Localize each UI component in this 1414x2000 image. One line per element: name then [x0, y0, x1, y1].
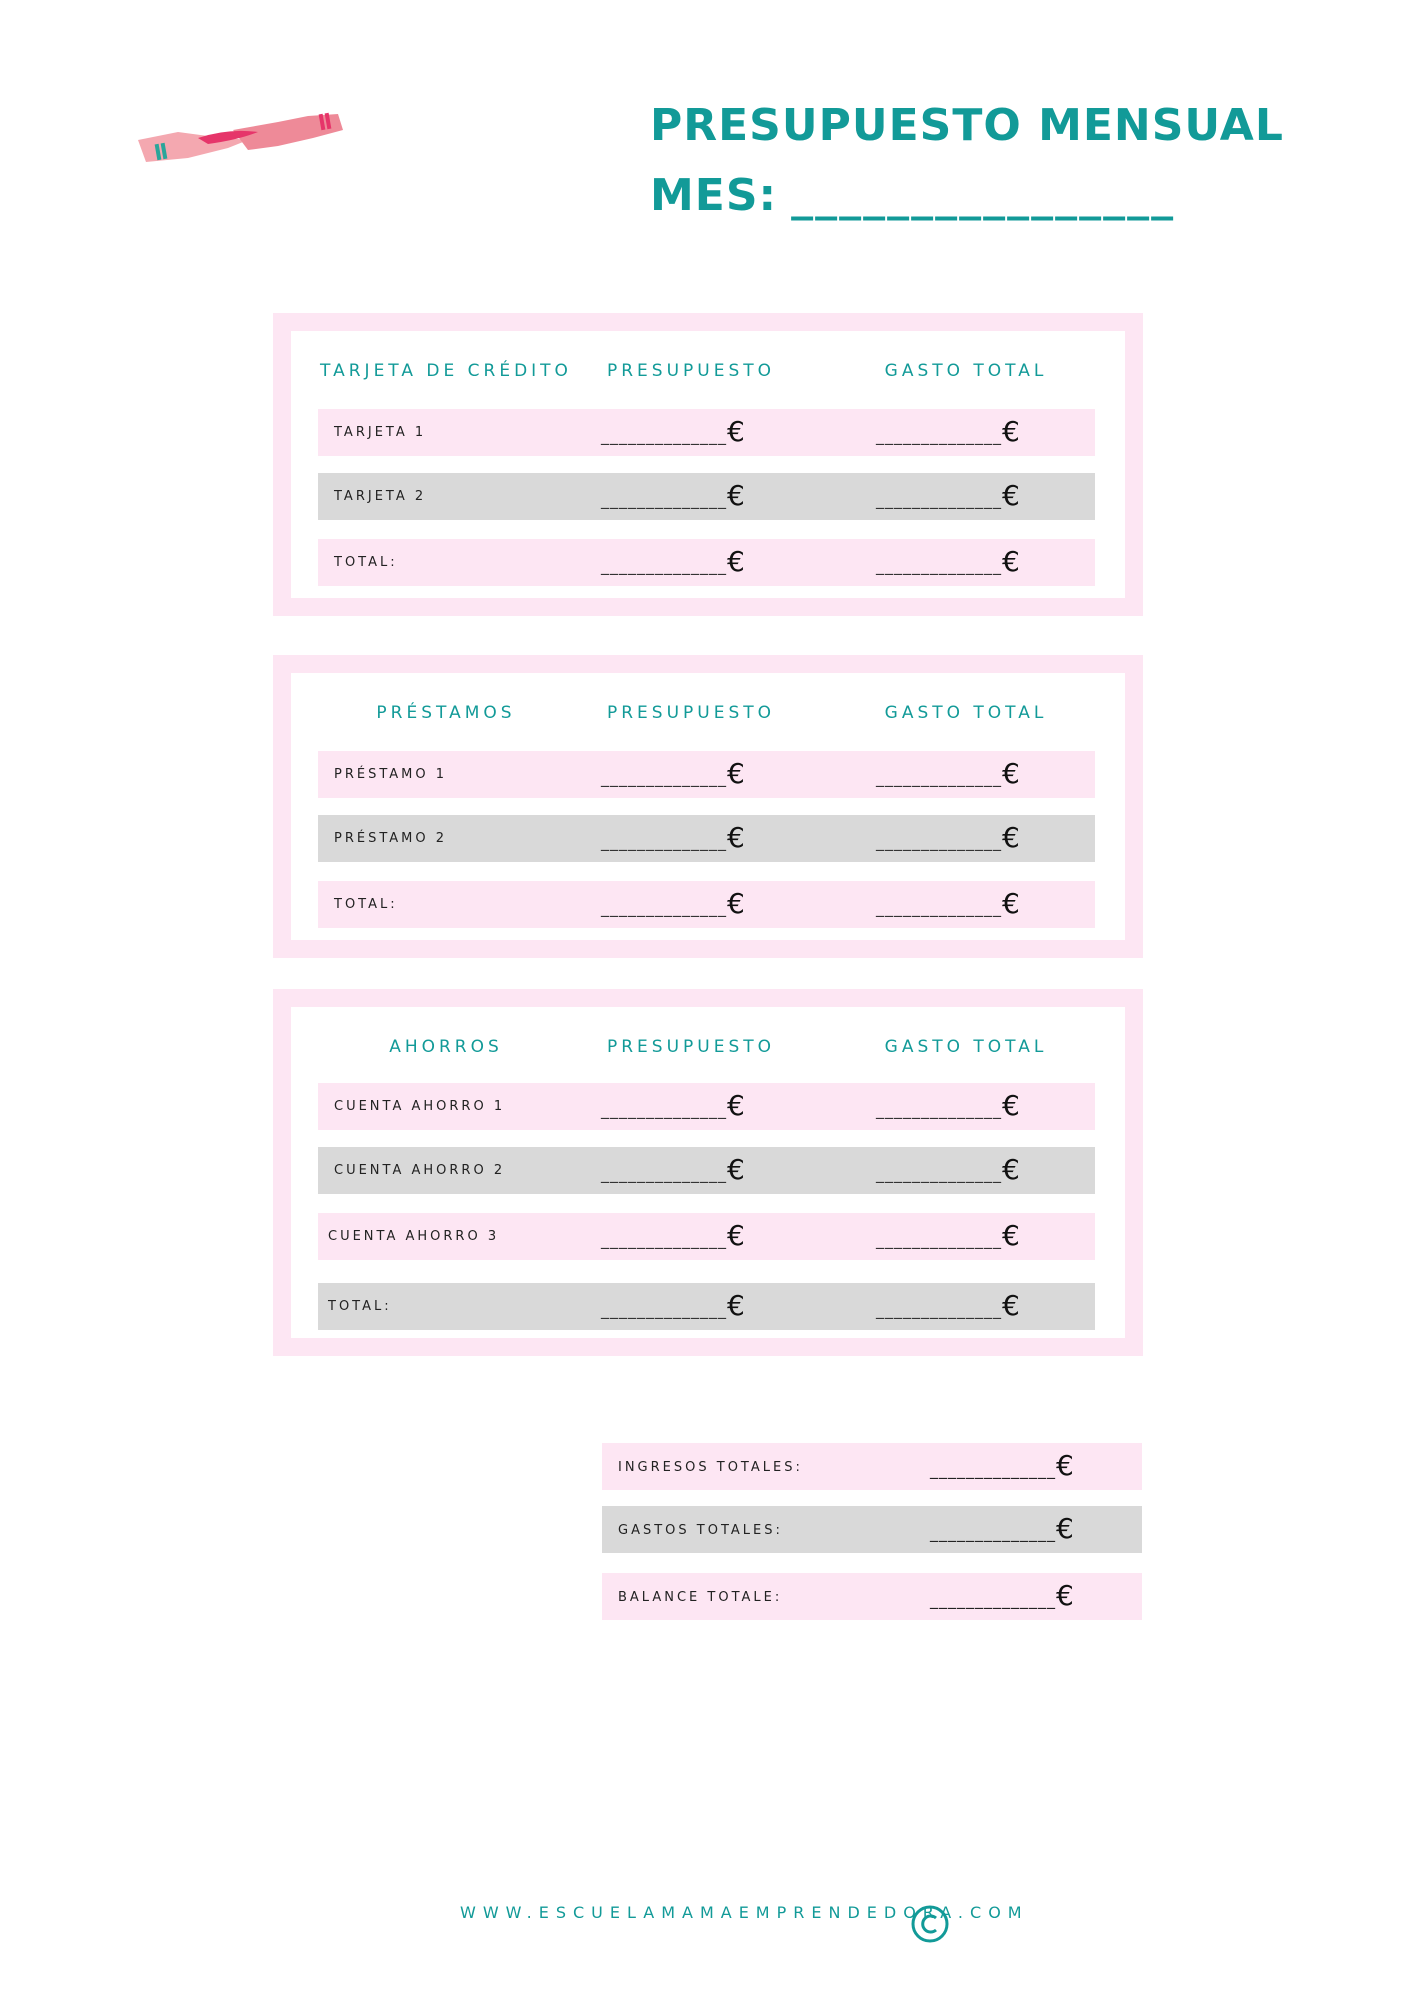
savings-section — [273, 989, 1143, 1356]
table-row-total — [318, 881, 1095, 928]
euro-icon: € — [727, 1289, 745, 1322]
row-label: PRÉSTAMO 1 — [334, 767, 448, 782]
spent-blank[interactable]: ______________€ — [876, 1089, 1020, 1122]
euro-icon: € — [1002, 479, 1020, 512]
euro-icon: € — [727, 415, 745, 448]
row-label: TARJETA 1 — [334, 425, 427, 440]
column-budget: PRESUPUESTO — [606, 1037, 776, 1057]
section-title: TARJETA DE CRÉDITO — [320, 361, 572, 381]
spent-blank[interactable]: ______________€ — [876, 1219, 1020, 1252]
budget-blank[interactable]: ______________€ — [601, 1089, 745, 1122]
summary-row-expenses — [602, 1506, 1142, 1553]
row-label: PRÉSTAMO 2 — [334, 831, 448, 846]
summary-row-income — [602, 1443, 1142, 1490]
loans-section — [273, 655, 1143, 958]
summary-blank[interactable]: ______________€ — [930, 1449, 1074, 1482]
euro-icon: € — [1056, 1512, 1074, 1545]
table-row — [318, 1083, 1095, 1130]
spent-blank[interactable]: ______________€ — [876, 757, 1020, 790]
table-row — [318, 751, 1095, 798]
spent-blank[interactable]: ______________€ — [876, 887, 1020, 920]
hands-icon — [138, 110, 348, 170]
spent-blank[interactable]: ______________€ — [876, 415, 1020, 448]
euro-icon: € — [727, 821, 745, 854]
budget-blank[interactable]: ______________€ — [601, 1219, 745, 1252]
budget-blank[interactable]: ______________€ — [601, 1289, 745, 1322]
budget-blank[interactable]: ______________€ — [601, 545, 745, 578]
column-total-spent: GASTO TOTAL — [884, 1037, 1048, 1057]
budget-blank[interactable]: ______________€ — [601, 415, 745, 448]
euro-icon: € — [1002, 821, 1020, 854]
spent-blank[interactable]: ______________€ — [876, 1289, 1020, 1322]
column-total-spent: GASTO TOTAL — [884, 703, 1048, 723]
row-label: TOTAL: — [328, 1299, 392, 1314]
footer-website: WWW.ESCUELAMAMAEMPRENDEDORA.COM — [460, 1903, 1029, 1922]
budget-blank[interactable]: ______________€ — [601, 1153, 745, 1186]
row-label: CUENTA AHORRO 2 — [334, 1163, 506, 1178]
month-field — [650, 170, 1175, 221]
row-label: TOTAL: — [334, 897, 398, 912]
spent-blank[interactable]: ______________€ — [876, 479, 1020, 512]
table-row-total — [318, 539, 1095, 586]
summary-blank[interactable]: ______________€ — [930, 1579, 1074, 1612]
budget-blank[interactable]: ______________€ — [601, 821, 745, 854]
row-label: TOTAL: — [334, 555, 398, 570]
budget-blank[interactable]: ______________€ — [601, 757, 745, 790]
row-label: TARJETA 2 — [334, 489, 427, 504]
summary-blank[interactable]: ______________€ — [930, 1512, 1074, 1545]
euro-icon: € — [1002, 1219, 1020, 1252]
euro-icon: € — [727, 479, 745, 512]
euro-icon: € — [1002, 757, 1020, 790]
spent-blank[interactable]: ______________€ — [876, 821, 1020, 854]
euro-icon: € — [727, 757, 745, 790]
euro-icon: € — [1002, 1289, 1020, 1322]
month-blank[interactable]: ________________ — [791, 170, 1176, 221]
table-row — [318, 473, 1095, 520]
summary-row-balance — [602, 1573, 1142, 1620]
table-row — [318, 815, 1095, 862]
column-budget: PRESUPUESTO — [606, 361, 776, 381]
euro-icon: € — [727, 1153, 745, 1186]
column-budget: PRESUPUESTO — [606, 703, 776, 723]
euro-icon: € — [1056, 1579, 1074, 1612]
spent-blank[interactable]: ______________€ — [876, 545, 1020, 578]
summary-label: GASTOS TOTALES: — [618, 1523, 783, 1538]
euro-icon: € — [1056, 1449, 1074, 1482]
euro-icon: € — [727, 1089, 745, 1122]
spent-blank[interactable]: ______________€ — [876, 1153, 1020, 1186]
table-row — [318, 1147, 1095, 1194]
euro-icon: € — [1002, 1089, 1020, 1122]
summary-label: INGRESOS TOTALES: — [618, 1460, 803, 1475]
euro-icon: € — [1002, 415, 1020, 448]
euro-icon: € — [727, 887, 745, 920]
euro-icon: € — [727, 1219, 745, 1252]
row-label: CUENTA AHORRO 1 — [334, 1099, 506, 1114]
page-title: PRESUPUESTO MENSUAL — [650, 100, 1284, 151]
section-title: PRÉSTAMOS — [376, 703, 516, 723]
month-label: MES: — [650, 170, 778, 221]
table-row — [318, 409, 1095, 456]
budget-blank[interactable]: ______________€ — [601, 479, 745, 512]
section-title: AHORROS — [389, 1037, 503, 1057]
row-label: CUENTA AHORRO 3 — [328, 1229, 500, 1244]
euro-icon: € — [1002, 545, 1020, 578]
euro-icon: € — [1002, 1153, 1020, 1186]
copyright-icon — [910, 1904, 950, 1944]
table-row — [318, 1213, 1095, 1260]
euro-icon: € — [727, 545, 745, 578]
table-row-total — [318, 1283, 1095, 1330]
summary-label: BALANCE TOTALE: — [618, 1590, 783, 1605]
column-total-spent: GASTO TOTAL — [884, 361, 1048, 381]
credit-card-section — [273, 313, 1143, 616]
euro-icon: € — [1002, 887, 1020, 920]
budget-blank[interactable]: ______________€ — [601, 887, 745, 920]
